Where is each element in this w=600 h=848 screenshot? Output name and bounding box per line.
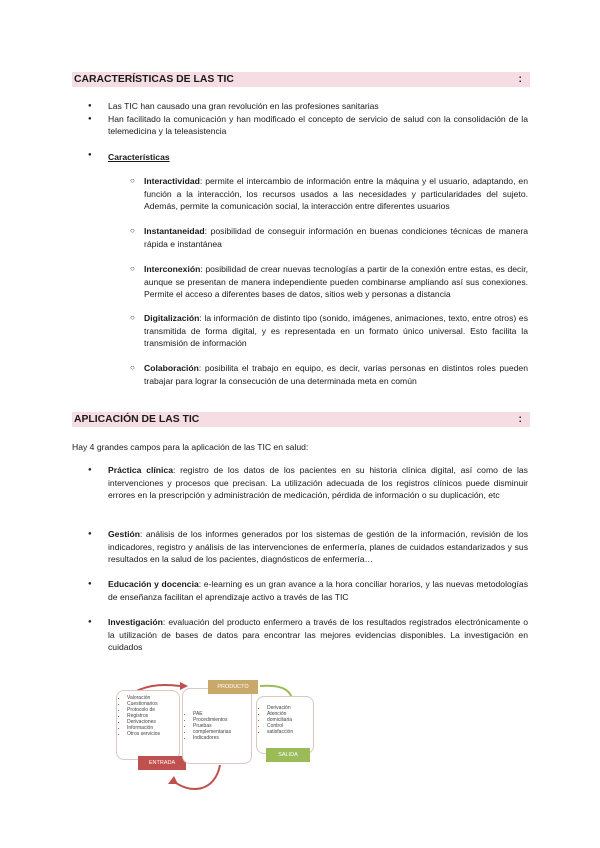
item-term: Colaboración — [144, 363, 199, 373]
list-item: • Procedimientos — [193, 717, 251, 723]
application-item — [88, 464, 528, 502]
list-item: • domiciliaria — [267, 717, 313, 723]
list-item: • Control — [267, 723, 313, 729]
intro-bullet-list — [88, 100, 528, 138]
section-title: APLICACIÓN DE LAS TIC — [74, 414, 200, 425]
item-term: Instantaneidad — [144, 226, 205, 236]
item-term: Digitalización — [144, 313, 200, 323]
item-text: : la información de distinto tipo (sonido, imágenes, animaciones, texto, entre otros) es transmitida de forma digital, y es representada en un formato único universal. Esto facilita la transmisión de información — [144, 313, 528, 348]
list-item: • complementarias — [193, 729, 251, 735]
item-text: : registro de los datos de los pacientes en su historia clínica digital, así como de las intervenciones y procesos que precisan. La utilización adecuada de los registros clínicos puede disminuir errores en la prescripción y administración de medicación, pérdida de información o su duplicación, etc — [108, 465, 528, 500]
list-item: • Indicadores — [193, 735, 251, 741]
entrada-label: ENTRADA — [138, 756, 186, 770]
list-item: • Atención — [267, 711, 313, 717]
list-item: • Derivaciones — [127, 719, 179, 725]
characteristics-label: Características — [108, 152, 170, 162]
salida-label: SALIDA — [266, 748, 310, 762]
list-item: • Derivación — [267, 705, 313, 711]
heading-colon: : — [518, 74, 522, 85]
application-item — [88, 578, 528, 603]
item-text: : análisis de los informes generados por los sistemas de gestión de la información, revisión de los indicadores, registro y análisis de las intervenciones de enfermería, planes de cuidados estandarizados y sus resultados en la salud de los pacientes, diagnósticos de enfermería… — [108, 529, 528, 564]
list-item: • Cuestionarios — [127, 701, 179, 707]
list-item: • satisfacción — [267, 729, 313, 735]
item-text: : posibilidad de crear nuevas tecnologías a partir de la conexión entre estas, es decir, aunque se presentan de manera independiente pueden combinarse ampliando así sus conexiones. Permite el acceso a diferentes bases de datos, sitios web y personas a distancia — [144, 264, 528, 299]
list-item: • PAE — [193, 711, 251, 717]
salida-box — [256, 696, 314, 754]
item-term: Interconexión — [144, 264, 201, 274]
item-term: Investigación — [108, 617, 163, 627]
section-heading-application — [72, 412, 530, 427]
application-item — [88, 616, 528, 654]
list-item: • Otros servicios — [127, 731, 179, 737]
bullet-icon: ● — [88, 152, 92, 158]
characteristic-item — [130, 175, 528, 213]
list-item: • Valoración — [127, 695, 179, 701]
characteristic-item — [130, 362, 528, 387]
list-item: • Protocolo de — [127, 707, 179, 713]
list-item: ● Las TIC han causado una gran revolución en las profesiones sanitarias — [88, 100, 528, 113]
application-item — [88, 528, 528, 566]
producto-box — [182, 688, 252, 764]
list-item: ● Han facilitado la comunicación y han modificado el concepto de servicio de salud con la consolidación de la telemedicina y la teleasistencia — [88, 113, 528, 138]
intro-text: Hay 4 grandes campos para la aplicación de las TIC en salud: — [72, 442, 309, 452]
item-term: Interactividad — [144, 176, 200, 186]
item-text: : posibilidad de conseguir información en buenas condiciones técnicas de manera rápida e instantánea — [144, 226, 528, 249]
item-text: : permite el intercambio de información entre la máquina y el usuario, adaptando, en función a la interacción, los recursos usados a las necesidades y particularidades del sujeto. Además, permite la comunicación social, la interacción entre diferentes usuarios — [144, 176, 528, 211]
list-item: • Información — [127, 725, 179, 731]
list-item: • Pruebas — [193, 723, 251, 729]
item-text: : evaluación del producto enfermero a través de los resultados registrados electrónicamente o la utilización de bases de datos para encontrar las mejores evidencias disponibles. La investigación en cuidados — [108, 617, 528, 652]
characteristic-item — [130, 225, 528, 250]
item-term: Gestión — [108, 529, 140, 539]
item-text: : e-learning es un gran avance a la hora conciliar horarios, y las nuevas metodologías de enseñanza facilitan el aprendizaje activo a través de las TIC — [108, 579, 529, 602]
process-diagram — [110, 670, 330, 800]
characteristic-item — [130, 312, 528, 350]
item-term: Práctica clínica — [108, 465, 173, 475]
item-text: : posibilita el trabajo en equipo, es decir, varias personas en distintos roles pueden trabajar para lograr la consecución de una determinada meta en común — [144, 363, 528, 386]
list-item: • Registros — [127, 713, 179, 719]
section-heading-characteristics — [72, 72, 530, 87]
heading-colon: : — [518, 414, 522, 425]
producto-label: PRODUCTO — [208, 680, 258, 694]
entrada-box — [116, 690, 180, 760]
characteristic-item — [130, 263, 528, 301]
arrow-head — [168, 776, 178, 784]
section-title: CARACTERÍSTICAS DE LAS TIC — [74, 74, 234, 85]
item-term: Educación y docencia — [108, 579, 199, 589]
